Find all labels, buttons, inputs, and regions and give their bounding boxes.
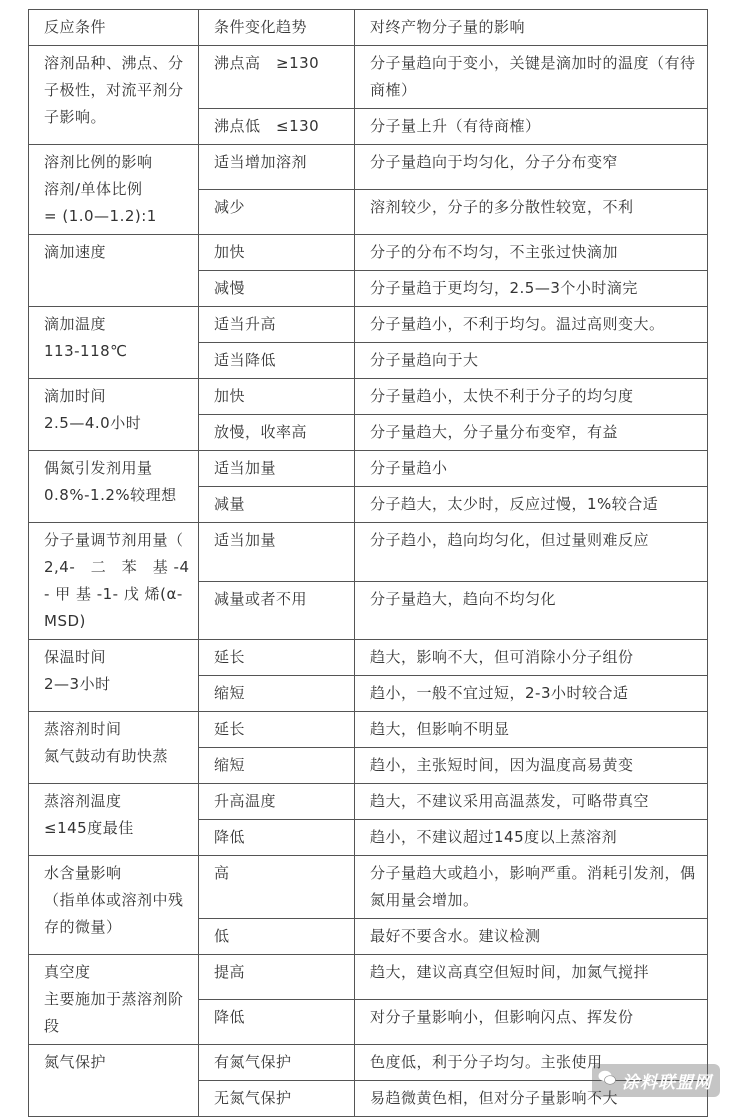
condition-cell: 滴加时间 2.5—4.0小时 [29,379,199,451]
table-row [29,145,708,190]
trend-cell: 降低 [199,820,355,856]
header-condition: 反应条件 [29,10,199,46]
condition-cell: 水含量影响 （指单体或溶剂中残存的微量） [29,856,199,955]
trend-cell: 缩短 [199,748,355,784]
trend-cell: 高 [199,856,355,919]
condition-cell: 蒸溶剂时间 氮气鼓动有助快蒸 [29,712,199,784]
effect-cell: 分子的分布不均匀，不主张过快滴加 [355,235,708,271]
table-row [29,640,708,676]
effect-cell: 趋大，建议高真空但短时间，加氮气搅拌 [355,955,708,1000]
condition-cell: 分子量调节剂用量（ 2,4- 二 苯 基 -4- 甲 基 -1- 戊 烯(α-MSD) [29,523,199,640]
table-header-row [29,10,708,46]
effect-cell: 趋大，影响不大，但可消除小分子组份 [355,640,708,676]
trend-cell: 低 [199,919,355,955]
effect-cell: 分子量趋向于变小，关键是滴加时的温度（有待商榷） [355,46,708,109]
effect-cell: 分子量趋向于均匀化，分子分布变窄 [355,145,708,190]
effect-cell: 易趋微黄色相，但对分子量影响不大 [355,1081,708,1117]
trend-cell: 适当加量 [199,523,355,582]
trend-cell: 沸点低 ≤130 [199,109,355,145]
effect-cell: 最好不要含水。建议检测 [355,919,708,955]
trend-cell: 有氮气保护 [199,1045,355,1081]
trend-cell: 延长 [199,640,355,676]
effect-cell: 分子趋小，趋向均匀化，但过量则难反应 [355,523,708,582]
table-body [29,46,708,1117]
effect-cell: 分子量趋向于大 [355,343,708,379]
table-row [29,307,708,343]
effect-cell: 对分子量影响小，但影响闪点、挥发份 [355,1000,708,1045]
effect-cell: 趋小，一般不宜过短，2-3小时较合适 [355,676,708,712]
watermark-text: 涂料联盟网 [622,1073,712,1093]
condition-cell: 溶剂品种、沸点、分子极性，对流平剂分子影响。 [29,46,199,145]
table-row [29,955,708,1000]
trend-cell: 降低 [199,1000,355,1045]
trend-cell: 适当降低 [199,343,355,379]
effect-cell: 趋小，主张短时间，因为温度高易黄变 [355,748,708,784]
trend-cell: 减量或者不用 [199,581,355,640]
effect-cell: 色度低，利于分子均匀。主张使用 [355,1045,708,1081]
table-row [29,379,708,415]
effect-cell: 趋大，不建议采用高温蒸发，可略带真空 [355,784,708,820]
trend-cell: 适当加量 [199,451,355,487]
effect-cell: 分子量趋小 [355,451,708,487]
condition-cell: 蒸溶剂温度 ≤145度最佳 [29,784,199,856]
effect-cell: 分子量趋于更均匀，2.5—3个小时滴完 [355,271,708,307]
trend-cell: 减量 [199,487,355,523]
trend-cell: 加快 [199,235,355,271]
table-row [29,235,708,271]
effect-cell: 分子量上升（有待商榷） [355,109,708,145]
trend-cell: 升高温度 [199,784,355,820]
condition-cell: 氮气保护 [29,1045,199,1117]
effect-cell: 分子量趋大或趋小，影响严重。消耗引发剂，偶氮用量会增加。 [355,856,708,919]
trend-cell: 适当增加溶剂 [199,145,355,190]
effect-cell: 趋大，但影响不明显 [355,712,708,748]
condition-cell: 滴加速度 [29,235,199,307]
trend-cell: 减慢 [199,271,355,307]
effect-cell: 分子量趋大，趋向不均匀化 [355,581,708,640]
condition-cell: 偶氮引发剂用量 0.8%-1.2%较理想 [29,451,199,523]
watermark [592,1064,720,1097]
conditions-table [28,9,708,1117]
trend-cell: 延长 [199,712,355,748]
table-row [29,46,708,109]
table-row [29,784,708,820]
wechat-icon [598,1070,616,1086]
effect-cell: 分子量趋小，太快不利于分子的均匀度 [355,379,708,415]
condition-cell: 滴加温度 113-118℃ [29,307,199,379]
table-row [29,712,708,748]
effect-cell: 分子量趋小，不利于均匀。温过高则变大。 [355,307,708,343]
condition-cell: 真空度 主要施加于蒸溶剂阶段 [29,955,199,1045]
trend-cell: 提高 [199,955,355,1000]
condition-cell: 保温时间 2—3小时 [29,640,199,712]
effect-cell: 趋小，不建议超过145度以上蒸溶剂 [355,820,708,856]
effect-cell: 分子趋大，太少时，反应过慢，1%较合适 [355,487,708,523]
trend-cell: 无氮气保护 [199,1081,355,1117]
trend-cell: 放慢，收率高 [199,415,355,451]
effect-cell: 溶剂较少，分子的多分散性较宽，不利 [355,190,708,235]
table-row [29,523,708,582]
table-row [29,856,708,919]
condition-cell: 溶剂比例的影响 溶剂/单体比例 = (1.0—1.2):1 [29,145,199,235]
trend-cell: 加快 [199,379,355,415]
trend-cell: 减少 [199,190,355,235]
table-row [29,451,708,487]
effect-cell: 分子量趋大，分子量分布变窄，有益 [355,415,708,451]
trend-cell: 适当升高 [199,307,355,343]
header-effect: 对终产物分子量的影响 [355,10,708,46]
header-trend: 条件变化趋势 [199,10,355,46]
trend-cell: 沸点高 ≥130 [199,46,355,109]
trend-cell: 缩短 [199,676,355,712]
